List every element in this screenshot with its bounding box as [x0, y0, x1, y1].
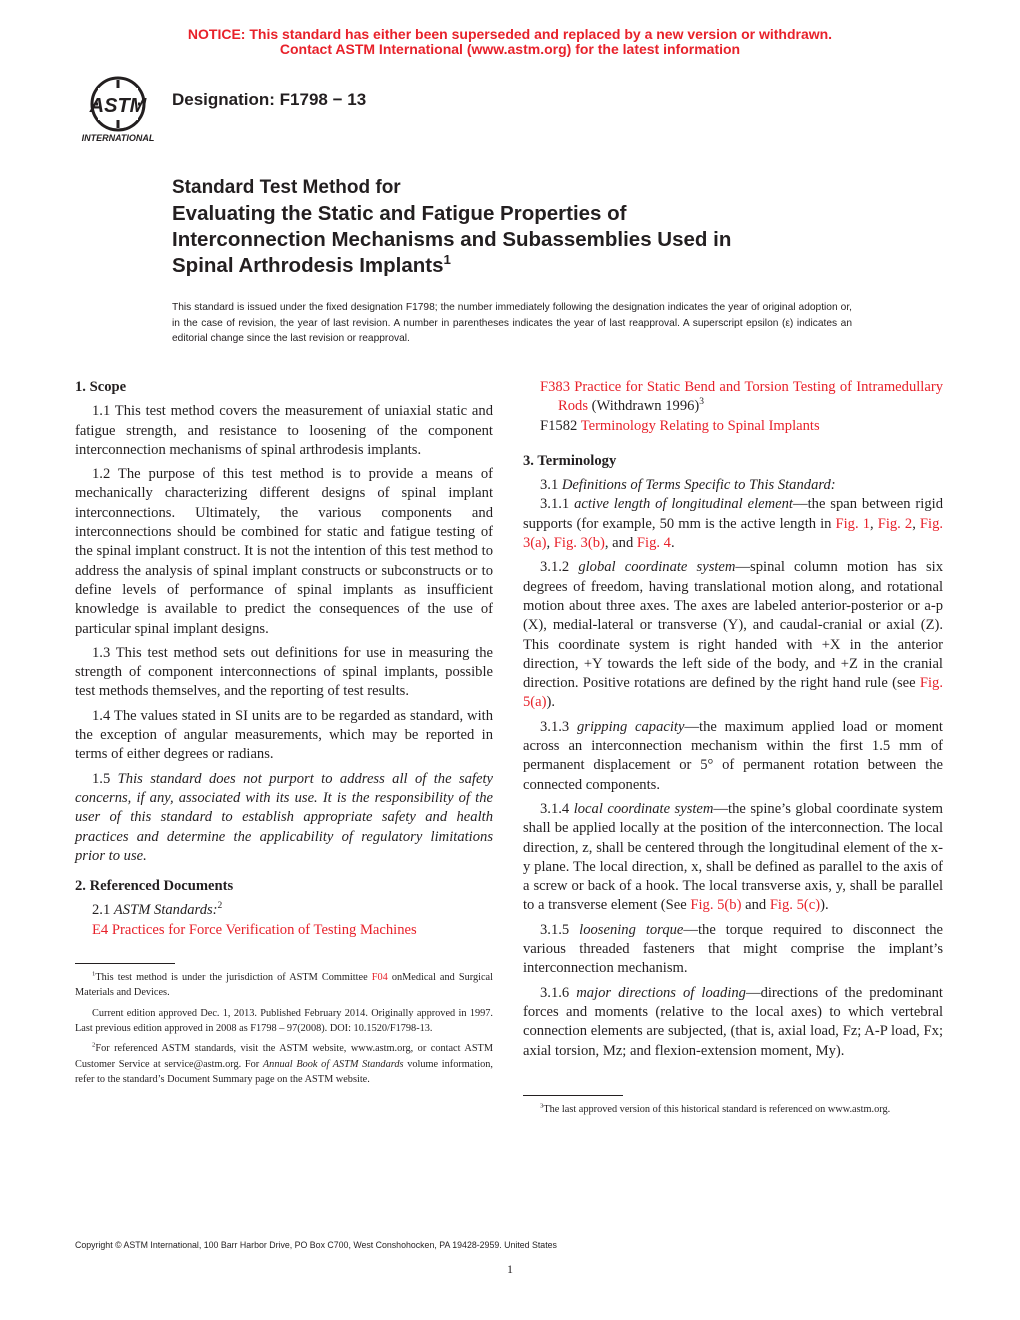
para-2-1 [75, 901, 493, 920]
ref-f1582-title-link[interactable]: Terminology Relating to Spinal Implants [580, 417, 820, 434]
term-3-1-3 [523, 718, 943, 795]
fig-3b-link[interactable]: Fig. 3(b) [553, 535, 605, 552]
para-1-5-text: This standard does not purport to address all of the safety concerns, if any, associated with its use. It is the responsibility of the user of this standard to establish appropriate safety and health practices and determine the applicability of regulatory limitations prior to use. [75, 770, 493, 864]
ref-f383 [523, 378, 943, 417]
term-3-1-4: 3.1.4 local coordinate system—the spine’s global coordinate system shall be applied locally at the position of the interconnection. The local direction, z, shall be centered through the longitudinal element of the x-y plane. The local direction, x, shall be defined as parallel to the axis of a screw or back of a hook. The local transverse axis, y, shall be parallel to a transverse element (See Fig. 5(b) and Fig. 5(c)). [523, 800, 943, 914]
fn2-mark: 2 [92, 1041, 96, 1049]
scope-heading: 1. Scope [75, 379, 127, 395]
para-1-3: 1.3 This test method sets out definitions for use in measuring the strength of component interconnections of spinal implants, possible test methods themselves, and the reporting of test results. [75, 644, 493, 700]
fig-3a-link[interactable]: Fig. 3(a) [523, 515, 944, 552]
logo-subtext: INTERNATIONAL [81, 133, 155, 143]
term-3-1-1-term: active length of longitudinal element [574, 496, 793, 513]
fn1-text-a: This test method is under the jurisdiction of ASTM Committee [95, 972, 372, 984]
ref-f1582 [523, 417, 943, 436]
ref-e4-title-link[interactable]: Practices for Force Verification of Testing Machines [111, 921, 417, 938]
title-line-4: Spinal Arthrodesis Implants [172, 254, 444, 277]
term-3-1-1: 3.1.1 active length of longitudinal element—the span between rigid supports (for example, 50 mm is the active length in Fig. 1, Fig. 2, Fig. 3(a), Fig. 3(b), and Fig. 4. [523, 496, 944, 552]
footnote-3 [523, 1102, 943, 1117]
term-3-1-1-def: —the span between rigid supports (for example, 50 mm is the active length in [523, 496, 943, 532]
term-3-1-6 [523, 984, 943, 1061]
para-2-1-sup: 2 [217, 901, 223, 912]
document-title [172, 175, 892, 279]
para-2-1-label: ASTM Standards: [113, 902, 218, 919]
ref-f383-note: (Withdrawn 1996) [588, 398, 700, 415]
astm-logo [74, 74, 162, 146]
footnote-1-edition: Current edition approved Dec. 1, 2013. Published February 2014. Originally approved in 1997. Last previous edition approved in 2008 as F1798 – 97(2008). DOI: 10.1520/F1798-13. [75, 1007, 493, 1034]
fig-4-link[interactable]: Fig. 4 [636, 535, 671, 552]
term-3-1-4-num: 3.1.4 [540, 800, 574, 817]
ref-e4 [75, 921, 493, 940]
term-3-1-2-term: global coordinate system [578, 559, 736, 576]
term-3-1-2-def: —spinal column motion has six degrees of freedom, having translational motion along, and rotational motion about three axes. The axes are labeled anterior-posterior or a-p (X), medial-lateral or transverse (Y), and caudal-cranial or axial (Z). This coordinate system is right handed with +X in the anterior direction, +Y towards the left side of the body, and +Z in the cranial direction. Positive rotations are defined by the right hand rule (see [523, 559, 943, 692]
notice-line-1: NOTICE: This standard has either been superseded and replaced by a new version or withdrawn. [187, 26, 833, 42]
ref-e4-code-link[interactable]: E4 [92, 921, 109, 938]
refdocs-heading: 2. Referenced Documents [75, 878, 234, 895]
title-footnote-mark: 1 [443, 252, 451, 268]
fn1-committee-link[interactable]: F04 [371, 972, 388, 984]
term-3-1-5-num: 3.1.5 [540, 921, 580, 938]
term-3-1-4-term: local coordinate system [573, 800, 714, 817]
fig-5a-link[interactable]: Fig. 5(a) [523, 675, 943, 711]
fn3-mark: 3 [540, 1102, 544, 1110]
term-3-1-5 [523, 921, 943, 979]
designation: Designation: F1798 − 13 [172, 90, 367, 109]
term-3-1-6-num: 3.1.6 [540, 984, 577, 1001]
terminology-heading: 3. Terminology [523, 452, 617, 469]
ref-f383-sup: 3 [699, 397, 705, 408]
para-1-4: 1.4 The values stated in SI units are to be regarded as standard, with the exception of angular measurements, which may be reported in terms of either degrees or radians. [75, 707, 493, 763]
footnote-1 [75, 970, 493, 1001]
title-line-2: Evaluating the Static and Fatigue Properties of [172, 202, 627, 225]
term-3-1-2: 3.1.2 global coordinate system—spinal column motion has six degrees of freedom, having translational motion along, and rotational motion about three axes. The axes are labeled anterior-posterior or a-p (X), medial-lateral or transverse (Y), and caudal-cranial or axial (Z). This coordinate system is right handed with +X in the anterior direction, +Y towards the left side of the body, and +Z in the cranial direction. Positive rotations are defined by the right hand rule (see Fig. 5(a)). [523, 559, 943, 711]
term-3-1-5-def: —the torque required to disconnect the various threaded fasteners that might comprise the implant’s interconnection mechanism. [523, 921, 943, 977]
title-line-3: Interconnection Mechanisms and Subassemblies Used in [172, 228, 732, 251]
term-3-1-6-def: —directions of the predominant forces and moments (relative to the local axes) to which vertebral connection elements are subjected, (that is, axial load, Fz; A-P load, Fx; axial torsion, Mz; and flexion-extension moment, My). [523, 984, 943, 1059]
ref-f383-title-link[interactable]: Practice for Static Bend and Torsion Testing of Intramedullary Rods [558, 379, 943, 415]
fig-5b-link[interactable]: Fig. 5(b) [690, 897, 742, 914]
term-3-1-3-def: —the maximum applied load or moment across an interconnection mechanism within the first 1.5 mm of permanent displacement or 5° of permanent rotation between the connected components. [523, 718, 943, 793]
notice-line-2: Contact ASTM International (www.astm.org) for the latest information [279, 41, 741, 57]
term-3-1-2-num: 3.1.2 [540, 559, 579, 576]
fn1-mark: 1 [92, 970, 96, 978]
term-3-1-3-term: gripping capacity [576, 718, 685, 735]
left-column [75, 378, 493, 1092]
term-3-1-1-num: 3.1.1 [540, 496, 575, 513]
para-1-5 [75, 770, 493, 866]
term-3-1-4-def: —the spine’s global coordinate system shall be applied locally at the position of the interconnection. The local direction, z, shall be centered through the longitudinal element of the x-y plane. The local direction, x, shall be defined as parallel to the axis of a screw or back of a hook. The local transverse axis, y, shall be parallel to a transverse element (See [523, 800, 943, 914]
footnote-rule-right [523, 1095, 623, 1096]
fig-2-link[interactable]: Fig. 2 [877, 515, 913, 532]
fig-5c-link[interactable]: Fig. 5(c) [769, 897, 821, 914]
footnote-rule [75, 963, 175, 964]
para-2-1-num: 2.1 [92, 902, 114, 919]
term-3-1-6-term: major directions of loading [576, 984, 746, 1001]
fn2-text-b: volume information, refer to the standard’s Document Summary page on the ASTM website. [75, 1058, 493, 1085]
term-3-1-3-num: 3.1.3 [540, 718, 577, 735]
fig-1-link[interactable]: Fig. 1 [835, 515, 870, 532]
ref-f1582-code: F1582 [540, 417, 578, 434]
para-3-1-num: 3.1 [540, 477, 562, 494]
term-3-1-5-term: loosening torque [579, 921, 684, 938]
footnote-2 [75, 1041, 493, 1087]
astm-logo-icon [74, 74, 162, 146]
fn2-text-a: For referenced ASTM standards, visit the ASTM website, www.astm.org, or contact ASTM Customer Service at service@astm.org. For [75, 1043, 493, 1070]
copyright-footer: Copyright © ASTM International, 100 Barr Harbor Drive, PO Box C700, West Conshohocken, PA 19428-2959. United States [75, 1240, 557, 1250]
logo-text: ASTM [89, 95, 147, 117]
para-3-1 [523, 476, 943, 495]
para-3-1-label: Definitions of Terms Specific to This Standard: [561, 477, 836, 494]
fn2-italic: Annual Book of ASTM Standards [262, 1058, 404, 1070]
fn1-text-b: onMedical and Surgical Materials and Devices. [75, 972, 493, 999]
title-line-1: Standard Test Method for [172, 177, 401, 198]
preface-note: This standard is issued under the fixed designation F1798; the number immediately following the designation indicates the year of original adoption or, in the case of revision, the year of last revision. A number in parentheses indicates the year of last reapproval. A superscript epsilon (ε) indicates an editorial change since the last revision or reapproval. [172, 302, 852, 344]
right-column [523, 378, 943, 1122]
withdrawal-notice [0, 27, 1020, 57]
para-1-5-num: 1.5 [92, 770, 118, 787]
fn3-text: The last approved version of this historical standard is referenced on www.astm.org. [543, 1103, 891, 1115]
ref-f383-code-link[interactable]: F383 [540, 379, 571, 395]
para-1-1: 1.1 This test method covers the measurement of uniaxial static and fatigue strength, and resistance to loosening of the component interconnection mechanisms of spinal arthrodesis implants. [75, 403, 493, 458]
page-number: 1 [507, 1262, 513, 1276]
para-1-2: 1.2 The purpose of this test method is to provide a means of mechanically characterizing different designs of spinal implant interconnections. Ultimately, the various components and interconnections should be combined for static and fatigue testing of the spinal implant construct. It is not the intention of this test method to address the analysis of spinal implant constructs or subconstructs or to define levels of performance of spinal implants as insufficient knowledge is available to predict the consequences of the use of particular spinal implant designs. [75, 466, 493, 637]
